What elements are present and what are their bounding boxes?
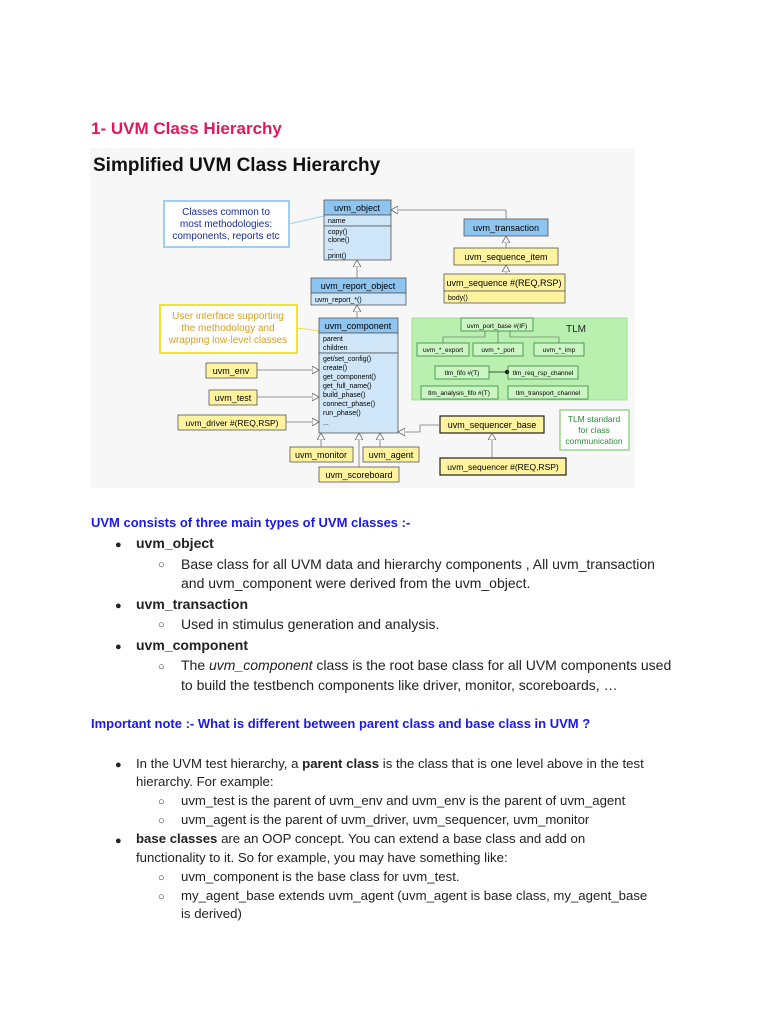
type-desc-line: Used in stimulus generation and analysis. bbox=[181, 616, 440, 632]
callout-ui-line: wrapping low-level classes bbox=[168, 335, 288, 346]
bullet-dot: ● bbox=[115, 835, 122, 847]
callout-common-line: Classes common to bbox=[182, 207, 270, 218]
sub-bullet-circle: ○ bbox=[158, 796, 165, 808]
uvm-monitor-label: uvm_monitor bbox=[294, 450, 348, 460]
type-label: uvm_object bbox=[136, 535, 214, 551]
uvm-component-class bbox=[319, 318, 398, 433]
tlm-port: uvm_*_port bbox=[481, 347, 515, 354]
uvm-object-class bbox=[324, 200, 391, 260]
tlm-req-rsp: tlm_req_rsp_channel bbox=[512, 370, 574, 377]
note-heading: Important note :- What is different between parent class and base class in UVM ? bbox=[91, 716, 591, 731]
sub-bullet-circle: ○ bbox=[158, 619, 165, 631]
note-sub-line: uvm_test is the parent of uvm_env and uvm_env is the parent of uvm_agent bbox=[181, 793, 626, 808]
bullet-dot: ● bbox=[115, 641, 122, 653]
tlm-fifo: tlm_fifo #(T) bbox=[444, 370, 480, 377]
sub-bullet-circle: ○ bbox=[158, 872, 165, 884]
diagram-title: Simplified UVM Class Hierarchy bbox=[93, 155, 381, 176]
type-desc-line: to build the testbench components like driver, monitor, scoreboards, … bbox=[181, 677, 618, 693]
type-label: uvm_transaction bbox=[136, 596, 249, 612]
uvm-object-member: print() bbox=[328, 253, 347, 260]
note-para-line: base classes are an OOP concept. You can extend a base class and add on bbox=[136, 831, 586, 846]
uvm-component-member: build_phase() bbox=[323, 392, 366, 399]
note-para-line: functionality to it. So for example, you may have something like: bbox=[136, 850, 508, 865]
section-title: 1- UVM Class Hierarchy bbox=[91, 119, 282, 138]
bullet-dot: ● bbox=[115, 600, 122, 612]
sub-bullet-circle: ○ bbox=[158, 661, 165, 673]
uvm-object-member: clone() bbox=[328, 237, 350, 244]
uvm-report-object-member: uvm_report_*() bbox=[315, 297, 362, 304]
tlm-export: uvm_*_export bbox=[422, 347, 464, 354]
callout-common-line: most methodologies: bbox=[179, 219, 273, 230]
uvm-component-member: create() bbox=[323, 365, 348, 372]
tlm-port-base: uvm_port_base #(IF) bbox=[466, 323, 528, 330]
sub-bullet-circle: ○ bbox=[158, 559, 165, 571]
uvm-component-member: connect_phase() bbox=[323, 401, 376, 408]
uvm-sequencer-label: uvm_sequencer #(REQ,RSP) bbox=[447, 462, 559, 472]
uvm-component-member: ... bbox=[323, 420, 329, 427]
note-sub-line: uvm_component is the base class for uvm_test. bbox=[181, 869, 460, 884]
callout-ui-line: the methodology and bbox=[181, 323, 275, 334]
callout-common-line: components, reports etc bbox=[172, 231, 280, 242]
callout-tlm-line: TLM standard bbox=[567, 414, 621, 424]
uvm-driver-label: uvm_driver #(REQ,RSP) bbox=[185, 418, 279, 428]
uvm-env-label: uvm_env bbox=[212, 366, 250, 376]
types-heading: UVM consists of three main types of UVM classes :- bbox=[91, 515, 411, 530]
uvm-object-member: name bbox=[328, 218, 346, 225]
note-sub-line: is derived) bbox=[181, 906, 242, 921]
uvm-component-member: get_full_name() bbox=[323, 383, 372, 390]
bullet-dot: ● bbox=[115, 539, 122, 551]
sub-bullet-circle: ○ bbox=[158, 815, 165, 827]
tlm-transport: tlm_transport_channel bbox=[515, 390, 581, 397]
type-desc-line: The uvm_component class is the root base class for all UVM components used bbox=[181, 657, 672, 673]
uvm-object-member: copy() bbox=[328, 229, 348, 236]
uvm-sequencer-base-label: uvm_sequencer_base bbox=[447, 420, 537, 430]
type-label: uvm_component bbox=[136, 637, 249, 653]
tlm-imp: uvm_*_imp bbox=[542, 347, 576, 354]
bullet-dot: ● bbox=[115, 759, 122, 771]
uvm-sequence-label: uvm_sequence #(REQ,RSP) bbox=[446, 278, 562, 288]
uvm-sequence-member: body() bbox=[448, 295, 468, 302]
sub-bullet-circle: ○ bbox=[158, 891, 165, 903]
uvm-component-member: run_phase() bbox=[323, 410, 361, 417]
uvm-component-name: uvm_component bbox=[324, 321, 392, 331]
callout-tlm-line: communication bbox=[565, 436, 623, 446]
uvm-component-member: children bbox=[323, 345, 348, 352]
uvm-component-member: parent bbox=[323, 336, 343, 343]
callout-tlm-line: for class bbox=[578, 425, 610, 435]
type-desc-line: and uvm_component were derived from the uvm_object. bbox=[181, 575, 531, 591]
type-desc-line: Base class for all UVM data and hierarchy components , All uvm_transaction bbox=[181, 556, 655, 572]
uvm-scoreboard-label: uvm_scoreboard bbox=[325, 470, 393, 480]
tlm-label: TLM bbox=[566, 324, 586, 335]
callout-ui-line: User interface supporting bbox=[172, 311, 284, 322]
note-para-line: In the UVM test hierarchy, a parent class is the class that is one level above in the test bbox=[136, 756, 644, 771]
uvm-agent-label: uvm_agent bbox=[368, 450, 414, 460]
uvm-object-name: uvm_object bbox=[333, 203, 381, 213]
note-para-line: hierarchy. For example: bbox=[136, 774, 274, 789]
tlm-analysis-fifo: tlm_analysis_fifo #(T) bbox=[428, 390, 490, 397]
tlm-block bbox=[412, 318, 627, 400]
uvm-report-object-label: uvm_report_object bbox=[320, 281, 396, 291]
note-sub-line: uvm_agent is the parent of uvm_driver, uvm_sequencer, uvm_monitor bbox=[181, 812, 590, 827]
uvm-test-label: uvm_test bbox=[214, 393, 252, 403]
uvm-transaction-label: uvm_transaction bbox=[472, 223, 540, 233]
uvm-component-member: get/set_config() bbox=[323, 356, 372, 363]
uvm-object-member: ... bbox=[328, 245, 334, 252]
uvm-sequence-item-label: uvm_sequence_item bbox=[464, 252, 548, 262]
note-sub-line: my_agent_base extends uvm_agent (uvm_agent is base class, my_agent_base bbox=[181, 888, 648, 903]
uvm-class-hierarchy-diagram bbox=[90, 148, 635, 488]
uvm-component-member: get_component() bbox=[323, 374, 376, 381]
